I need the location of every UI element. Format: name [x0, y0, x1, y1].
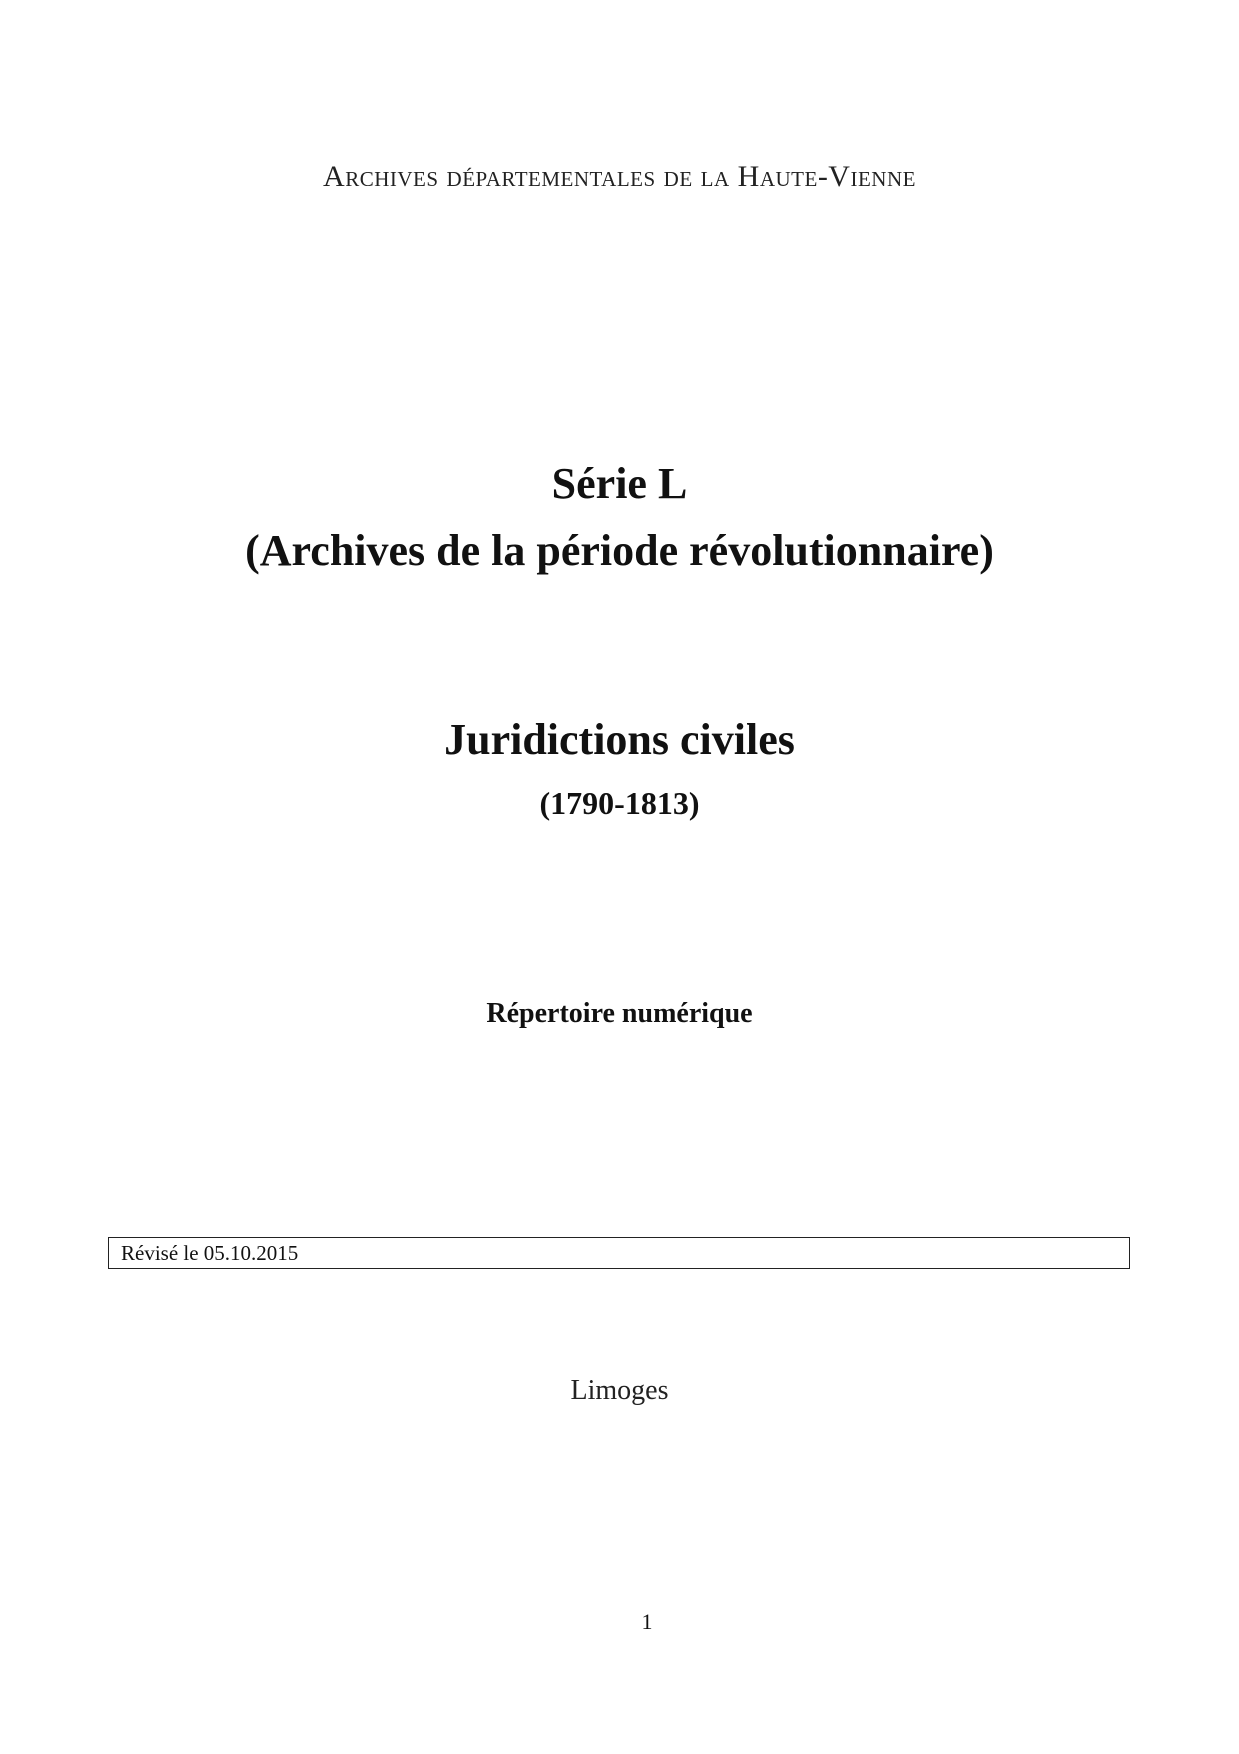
institution-name: Archives départementales de la Haute-Vienne [323, 160, 916, 193]
series-title: Série L [551, 459, 688, 508]
main-title: Juridictions civiles [444, 715, 795, 764]
place-of-publication: Limoges [570, 1375, 669, 1406]
date-range: (1790-1813) [539, 785, 700, 821]
page-number: 1 [641, 1609, 653, 1634]
series-subtitle: (Archives de la période révolutionnaire) [245, 526, 994, 575]
revision-box: Révisé le 05.10.2015 [108, 1237, 1130, 1269]
document-type: Répertoire numérique [486, 998, 753, 1029]
